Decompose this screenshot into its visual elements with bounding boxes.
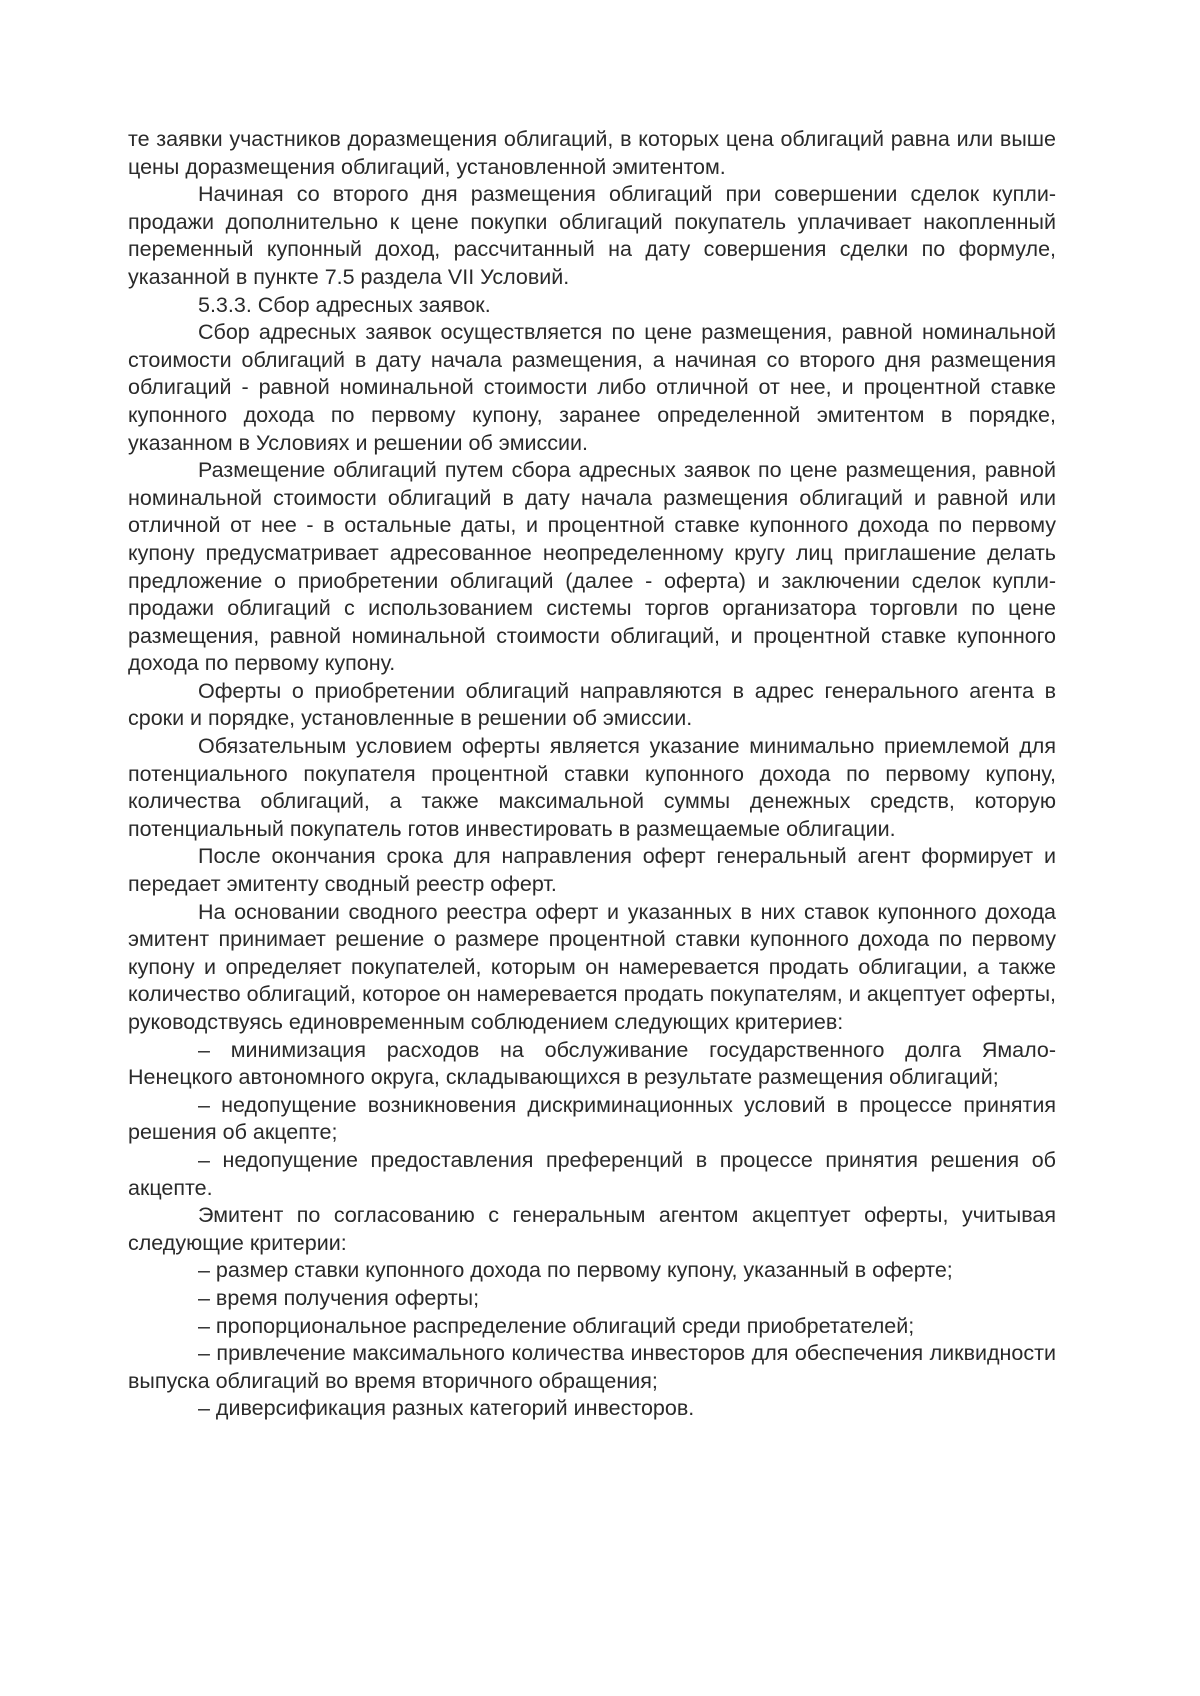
list-item-acceptance-3: – пропорциональное распределение облигаций среди приобретателей; [198, 1313, 915, 1338]
paragraph-placement-method: Размещение облигаций путем сбора адресных заявок по цене размещения, равной номинальной стоимости облигаций в дату начала размещения облигаций и равной или отличной от нее - в остальные даты, и процентной ставке купонного дохода по первому купону предусматривает адресованное неопределенному кругу лиц приглашение делать предложение о приобретении облигаций (далее - оферта) и заключении сделок купли-продажи облигаций с использованием системы торгов организатора торговли по цене размещения, равной номинальной стоимости облигаций, и процентной ставке купонного дохода по первому купону. [128, 458, 1056, 676]
paragraph-continuation: те заявки участников доразмещения облигаций, в которых цена облигаций равна или выше цены доразмещения облигаций, установленной эмитентом. [128, 127, 1056, 179]
list-item-acceptance-1: – размер ставки купонного дохода по первому купону, указанный в оферте; [198, 1258, 953, 1283]
list-item-criterion-1: – минимизация расходов на обслуживание государственного долга Ямало-Ненецкого автономного округа, складывающихся в результате размещения облигаций; [128, 1037, 1056, 1090]
document-page [128, 126, 1056, 1423]
list-item-acceptance-4: – привлечение максимального количества инвесторов для обеспечения ликвидности выпуска облигаций во время вторичного обращения; [128, 1341, 1056, 1393]
list-item-acceptance-2: – время получения оферты; [198, 1285, 480, 1310]
paragraph-bid-collection: Сбор адресных заявок осуществляется по цене размещения, равной номинальной стоимости облигаций в дату начала размещения, а начиная со второго дня размещения облигаций - равной номинальной стоимости либо отличной от нее, и процентной ставке купонного дохода по первому купону, заранее определенной эмитентом в порядке, указанном в Условиях и решении об эмиссии. [128, 320, 1056, 455]
list-item-acceptance-5: – диверсификация разных категорий инвесторов. [198, 1396, 695, 1421]
list-item-criterion-2: – недопущение возникновения дискриминационных условий в процессе принятия решения об акцепте; [128, 1092, 1056, 1145]
paragraph-registry: После окончания срока для направления оферт генеральный агент формирует и передает эмитенту сводный реестр оферт. [128, 844, 1056, 897]
paragraph-issuer-decision: На основании сводного реестра оферт и указанных в них ставок купонного дохода эмитент принимает решение о размере процентной ставки купонного дохода по первому купону и определяет покупателей, которым он намеревается продать облигации, а также количество облигаций, которое он намеревается продать покупателям, и акцептует оферты, руководствуясь единовременным соблюдением следующих критериев: [128, 899, 1056, 1034]
list-item-criterion-3: – недопущение предоставления преференций в процессе принятия решения об акцепте. [128, 1147, 1056, 1200]
section-heading-5-3-3: 5.3.3. Сбор адресных заявок. [198, 292, 491, 317]
paragraph-accrued-coupon: Начиная со второго дня размещения облигаций при совершении сделок купли-продажи дополнительно к цене покупки облигаций покупатель уплачивает накопленный переменный купонный доход, рассчитанный на дату совершения сделки по формуле, указанной в пункте 7.5 раздела VII Условий. [128, 182, 1056, 289]
paragraph-offers-sent: Оферты о приобретении облигаций направляются в адрес генерального агента в сроки и порядке, установленные в решении об эмиссии. [128, 678, 1056, 731]
paragraph-acceptance: Эмитент по согласованию с генеральным агентом акцептует оферты, учитывая следующие критерии: [128, 1203, 1056, 1255]
paragraph-offer-condition: Обязательным условием оферты является указание минимально приемлемой для потенциального покупателя процентной ставки купонного дохода по первому купону, количества облигаций, а также максимальной суммы денежных средств, которую потенциальный покупатель готов инвестировать в размещаемые облигации. [128, 734, 1056, 841]
